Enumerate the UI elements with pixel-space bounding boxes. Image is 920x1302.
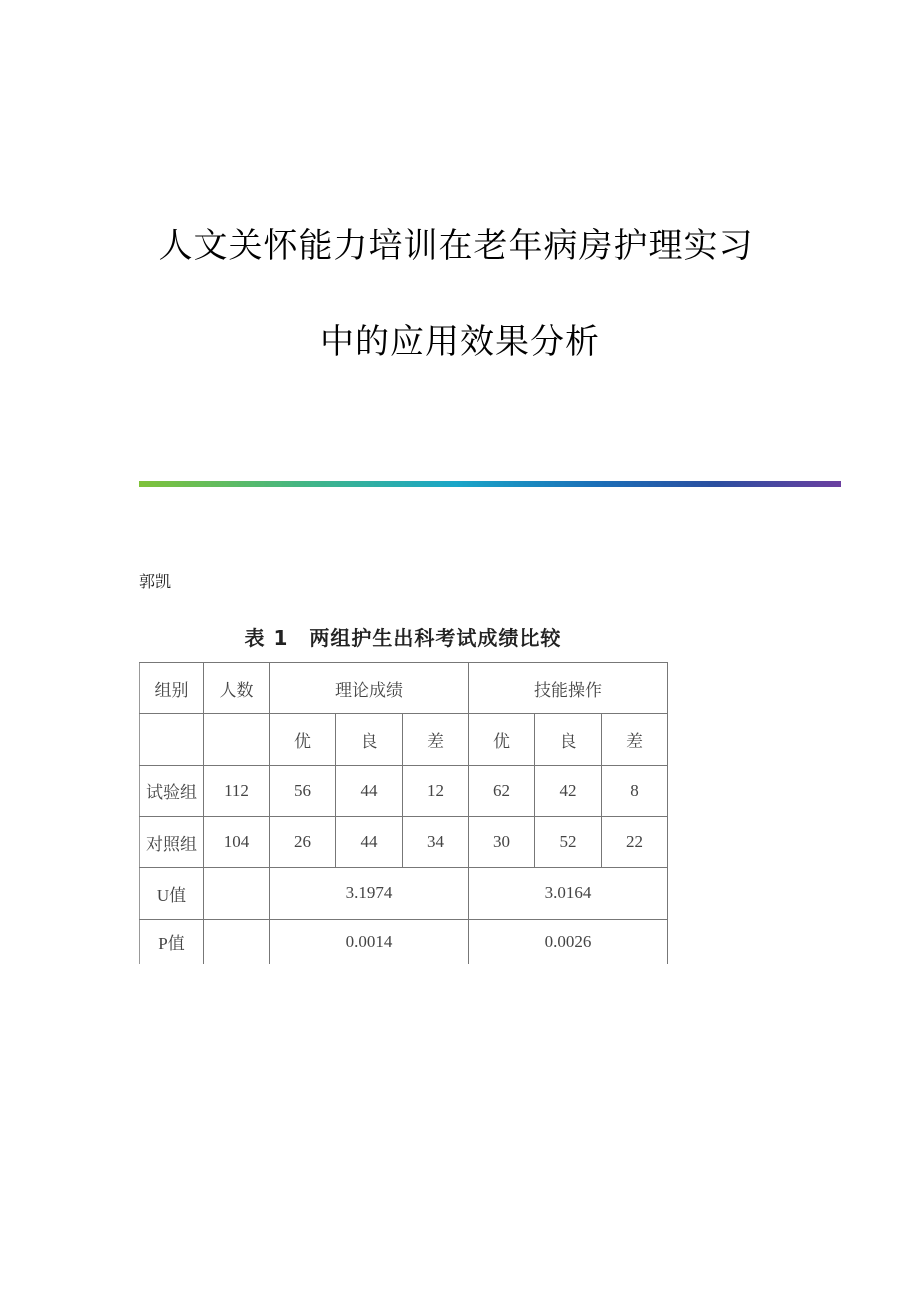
cell-theory-poor: 12 xyxy=(403,765,469,816)
subheader-skill-good: 良 xyxy=(535,714,602,765)
cell-p-label: P值 xyxy=(140,919,204,964)
cell-count: 112 xyxy=(204,765,270,816)
cell-theory-excellent: 56 xyxy=(270,765,336,816)
subheader-skill-excellent: 优 xyxy=(469,714,535,765)
subheader-theory-excellent: 优 xyxy=(270,714,336,765)
subheader-skill-poor: 差 xyxy=(602,714,668,765)
cell-skill-excellent: 30 xyxy=(469,816,535,867)
header-skill: 技能操作 xyxy=(469,663,668,714)
table-header-row xyxy=(140,663,668,714)
table-caption: 表 1 两组护生出科考试成绩比较 xyxy=(244,626,562,650)
cell-theory-excellent: 26 xyxy=(270,816,336,867)
cell-theory-good: 44 xyxy=(336,816,403,867)
table-subheader-row xyxy=(140,714,668,765)
author-name: 郭凯 xyxy=(139,572,172,591)
gradient-divider xyxy=(139,481,841,487)
cell-u-skill: 3.0164 xyxy=(469,868,668,919)
cell-u-label: U值 xyxy=(140,868,204,919)
cell-group: 试验组 xyxy=(140,765,204,816)
header-group: 组别 xyxy=(140,663,204,714)
cell-p-skill: 0.0026 xyxy=(469,919,668,964)
subheader-empty xyxy=(204,714,270,765)
cell-skill-excellent: 62 xyxy=(469,765,535,816)
header-theory: 理论成绩 xyxy=(270,663,469,714)
cell-u-theory: 3.1974 xyxy=(270,868,469,919)
table-row-p-value xyxy=(140,919,668,964)
cell-count: 104 xyxy=(204,816,270,867)
subheader-theory-good: 良 xyxy=(336,714,403,765)
document-title-line-2: 中的应用效果分析 xyxy=(320,322,600,362)
cell-skill-good: 42 xyxy=(535,765,602,816)
cell-theory-good: 44 xyxy=(336,765,403,816)
table-row-control xyxy=(140,816,668,867)
table-row-u-value xyxy=(140,868,668,919)
score-comparison-table xyxy=(139,662,668,964)
subheader-empty xyxy=(140,714,204,765)
cell-theory-poor: 34 xyxy=(403,816,469,867)
cell-group: 对照组 xyxy=(140,816,204,867)
document-title-line-1: 人文关怀能力培训在老年病房护理实习 xyxy=(158,226,754,266)
cell-skill-poor: 8 xyxy=(602,765,668,816)
subheader-theory-poor: 差 xyxy=(403,714,469,765)
cell-empty xyxy=(204,919,270,964)
table-row-experimental xyxy=(140,765,668,816)
header-count: 人数 xyxy=(204,663,270,714)
cell-empty xyxy=(204,868,270,919)
cell-skill-good: 52 xyxy=(535,816,602,867)
cell-p-theory: 0.0014 xyxy=(270,919,469,964)
cell-skill-poor: 22 xyxy=(602,816,668,867)
